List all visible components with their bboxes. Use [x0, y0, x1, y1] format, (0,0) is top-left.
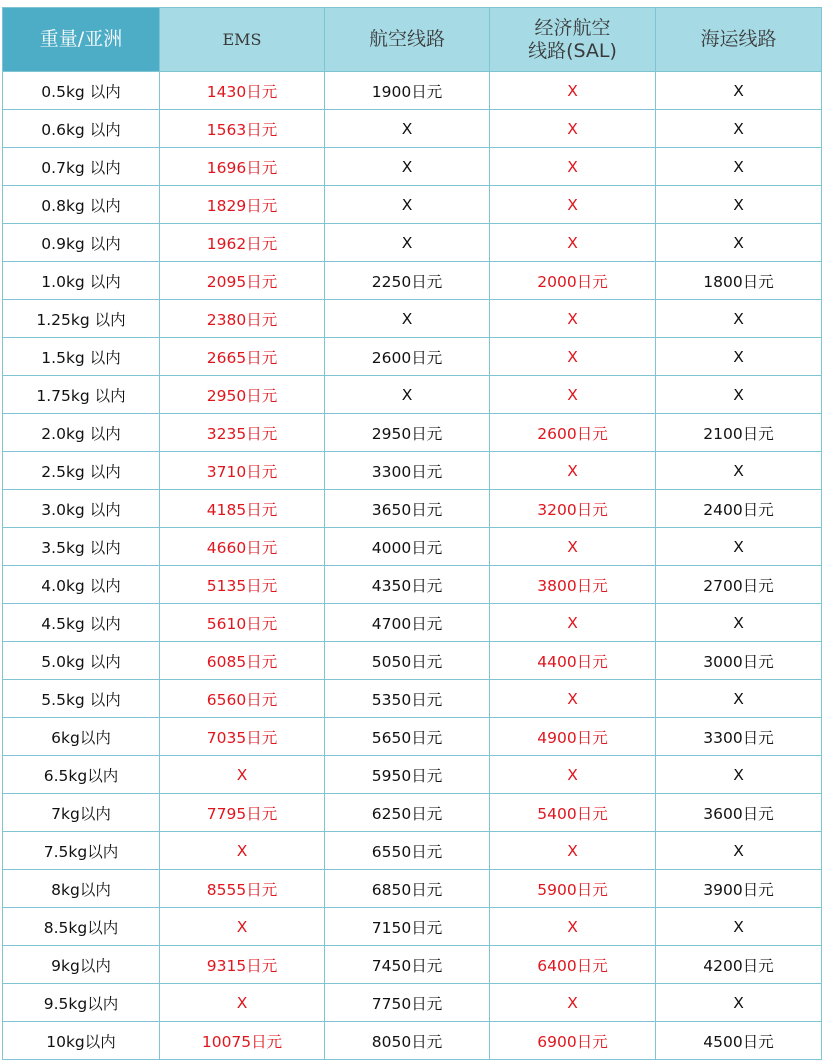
sal-price-cell: 5400日元	[490, 794, 656, 832]
ems-price-cell: X	[160, 832, 325, 870]
air-price-cell: 2950日元	[325, 414, 490, 452]
weight-cell: 3.5kg 以内	[3, 528, 160, 566]
table-row	[3, 870, 822, 908]
sea-price-cell: 2700日元	[656, 566, 822, 604]
sal-price-cell: 5900日元	[490, 870, 656, 908]
air-price-cell: 6550日元	[325, 832, 490, 870]
table-row	[3, 376, 822, 414]
sal-price-cell: 4900日元	[490, 718, 656, 756]
air-price-cell: X	[325, 148, 490, 186]
ems-price-cell: 1962日元	[160, 224, 325, 262]
table-row	[3, 794, 822, 832]
weight-cell: 3.0kg 以内	[3, 490, 160, 528]
air-price-cell: 2600日元	[325, 338, 490, 376]
table-row	[3, 946, 822, 984]
table-row	[3, 490, 822, 528]
sal-price-cell: X	[490, 376, 656, 414]
sea-price-cell: X	[656, 300, 822, 338]
sea-price-cell: 1800日元	[656, 262, 822, 300]
sea-price-cell: 3300日元	[656, 718, 822, 756]
air-price-cell: 5350日元	[325, 680, 490, 718]
air-price-cell: X	[325, 300, 490, 338]
air-price-cell: X	[325, 110, 490, 148]
sea-price-cell: X	[656, 528, 822, 566]
ems-price-cell: 5610日元	[160, 604, 325, 642]
table-row	[3, 338, 822, 376]
sea-price-cell: 4200日元	[656, 946, 822, 984]
ems-price-cell: 3235日元	[160, 414, 325, 452]
sal-price-cell: X	[490, 984, 656, 1022]
weight-cell: 1.0kg 以内	[3, 262, 160, 300]
table-header-row	[3, 8, 822, 72]
weight-cell: 6kg以内	[3, 718, 160, 756]
air-price-cell: 5050日元	[325, 642, 490, 680]
sal-price-cell: X	[490, 604, 656, 642]
table-row	[3, 224, 822, 262]
sal-price-cell: X	[490, 756, 656, 794]
sea-price-cell: X	[656, 908, 822, 946]
table-body	[3, 72, 822, 1060]
sal-price-cell: 6900日元	[490, 1022, 656, 1060]
header-sal-route	[490, 8, 656, 72]
sea-price-cell: X	[656, 452, 822, 490]
sea-price-cell: 3000日元	[656, 642, 822, 680]
sea-price-cell: X	[656, 148, 822, 186]
ems-price-cell: 1829日元	[160, 186, 325, 224]
weight-cell: 6.5kg以内	[3, 756, 160, 794]
weight-cell: 0.5kg 以内	[3, 72, 160, 110]
table-row	[3, 984, 822, 1022]
weight-cell: 1.75kg 以内	[3, 376, 160, 414]
weight-cell: 4.0kg 以内	[3, 566, 160, 604]
weight-cell: 1.25kg 以内	[3, 300, 160, 338]
air-price-cell: 4350日元	[325, 566, 490, 604]
ems-price-cell: 5135日元	[160, 566, 325, 604]
ems-price-cell: 4185日元	[160, 490, 325, 528]
table-row	[3, 186, 822, 224]
air-price-cell: 6850日元	[325, 870, 490, 908]
sea-price-cell: X	[656, 224, 822, 262]
ems-price-cell: X	[160, 756, 325, 794]
sal-price-cell: 2600日元	[490, 414, 656, 452]
ems-price-cell: 4660日元	[160, 528, 325, 566]
ems-price-cell: X	[160, 984, 325, 1022]
ems-price-cell: 2095日元	[160, 262, 325, 300]
table-row	[3, 414, 822, 452]
weight-cell: 4.5kg 以内	[3, 604, 160, 642]
table-row	[3, 756, 822, 794]
sea-price-cell: X	[656, 984, 822, 1022]
weight-cell: 0.9kg 以内	[3, 224, 160, 262]
sea-price-cell: X	[656, 680, 822, 718]
sal-price-cell: 6400日元	[490, 946, 656, 984]
air-price-cell: 7750日元	[325, 984, 490, 1022]
sea-price-cell: 2100日元	[656, 414, 822, 452]
sal-price-cell: X	[490, 908, 656, 946]
sal-price-cell: 4400日元	[490, 642, 656, 680]
weight-cell: 8.5kg以内	[3, 908, 160, 946]
weight-cell: 0.6kg 以内	[3, 110, 160, 148]
weight-cell: 8kg以内	[3, 870, 160, 908]
weight-cell: 2.0kg 以内	[3, 414, 160, 452]
header-ems: EMS	[160, 8, 325, 72]
air-price-cell: 1900日元	[325, 72, 490, 110]
sea-price-cell: X	[656, 338, 822, 376]
weight-cell: 9.5kg以内	[3, 984, 160, 1022]
weight-cell: 5.5kg 以内	[3, 680, 160, 718]
weight-cell: 0.7kg 以内	[3, 148, 160, 186]
sea-price-cell: 3900日元	[656, 870, 822, 908]
weight-cell: 5.0kg 以内	[3, 642, 160, 680]
sea-price-cell: 3600日元	[656, 794, 822, 832]
shipping-price-table	[2, 7, 822, 1060]
ems-price-cell: 1430日元	[160, 72, 325, 110]
sal-price-cell: X	[490, 224, 656, 262]
sea-price-cell: X	[656, 186, 822, 224]
sea-price-cell: X	[656, 72, 822, 110]
ems-price-cell: 2380日元	[160, 300, 325, 338]
sal-price-cell: X	[490, 528, 656, 566]
sal-price-cell: 3200日元	[490, 490, 656, 528]
sal-price-cell: X	[490, 186, 656, 224]
ems-price-cell: 8555日元	[160, 870, 325, 908]
air-price-cell: 8050日元	[325, 1022, 490, 1060]
table-row	[3, 148, 822, 186]
table-row	[3, 300, 822, 338]
air-price-cell: 3300日元	[325, 452, 490, 490]
weight-cell: 1.5kg 以内	[3, 338, 160, 376]
sal-price-cell: 3800日元	[490, 566, 656, 604]
table-row	[3, 832, 822, 870]
table-row	[3, 1022, 822, 1060]
sea-price-cell: 2400日元	[656, 490, 822, 528]
sal-price-cell: X	[490, 338, 656, 376]
ems-price-cell: 2665日元	[160, 338, 325, 376]
header-weight-asia: 重量/亚洲	[3, 8, 160, 72]
sea-price-cell: X	[656, 604, 822, 642]
table-row	[3, 718, 822, 756]
table-row	[3, 680, 822, 718]
header-sal-line1: 经济航空	[534, 16, 611, 39]
ems-price-cell: 2950日元	[160, 376, 325, 414]
air-price-cell: X	[325, 186, 490, 224]
sal-price-cell: X	[490, 832, 656, 870]
ems-price-cell: 1696日元	[160, 148, 325, 186]
table-row	[3, 908, 822, 946]
weight-cell: 2.5kg 以内	[3, 452, 160, 490]
table-row	[3, 72, 822, 110]
table-row	[3, 452, 822, 490]
sal-price-cell: X	[490, 680, 656, 718]
sal-price-cell: X	[490, 110, 656, 148]
sea-price-cell: X	[656, 756, 822, 794]
header-sal-line2: 线路(SAL)	[528, 39, 617, 62]
sal-price-cell: 2000日元	[490, 262, 656, 300]
weight-cell: 9kg以内	[3, 946, 160, 984]
table-row	[3, 110, 822, 148]
air-price-cell: 5650日元	[325, 718, 490, 756]
table-row	[3, 262, 822, 300]
ems-price-cell: 9315日元	[160, 946, 325, 984]
sea-price-cell: X	[656, 110, 822, 148]
ems-price-cell: 1563日元	[160, 110, 325, 148]
sal-price-cell: X	[490, 72, 656, 110]
sea-price-cell: X	[656, 376, 822, 414]
ems-price-cell: 3710日元	[160, 452, 325, 490]
header-air-route: 航空线路	[325, 8, 490, 72]
weight-cell: 7.5kg以内	[3, 832, 160, 870]
air-price-cell: 3650日元	[325, 490, 490, 528]
ems-price-cell: 10075日元	[160, 1022, 325, 1060]
air-price-cell: 6250日元	[325, 794, 490, 832]
table-row	[3, 642, 822, 680]
ems-price-cell: 6085日元	[160, 642, 325, 680]
ems-price-cell: 7035日元	[160, 718, 325, 756]
table-row	[3, 566, 822, 604]
sal-price-cell: X	[490, 300, 656, 338]
ems-price-cell: 7795日元	[160, 794, 325, 832]
air-price-cell: X	[325, 376, 490, 414]
air-price-cell: 5950日元	[325, 756, 490, 794]
air-price-cell: 2250日元	[325, 262, 490, 300]
header-sea-route: 海运线路	[656, 8, 822, 72]
table-row	[3, 604, 822, 642]
sea-price-cell: 4500日元	[656, 1022, 822, 1060]
weight-cell: 10kg以内	[3, 1022, 160, 1060]
sal-price-cell: X	[490, 148, 656, 186]
air-price-cell: 7150日元	[325, 908, 490, 946]
air-price-cell: 4700日元	[325, 604, 490, 642]
weight-cell: 7kg以内	[3, 794, 160, 832]
air-price-cell: 7450日元	[325, 946, 490, 984]
sea-price-cell: X	[656, 832, 822, 870]
air-price-cell: 4000日元	[325, 528, 490, 566]
sal-price-cell: X	[490, 452, 656, 490]
ems-price-cell: X	[160, 908, 325, 946]
ems-price-cell: 6560日元	[160, 680, 325, 718]
weight-cell: 0.8kg 以内	[3, 186, 160, 224]
air-price-cell: X	[325, 224, 490, 262]
table-row	[3, 528, 822, 566]
